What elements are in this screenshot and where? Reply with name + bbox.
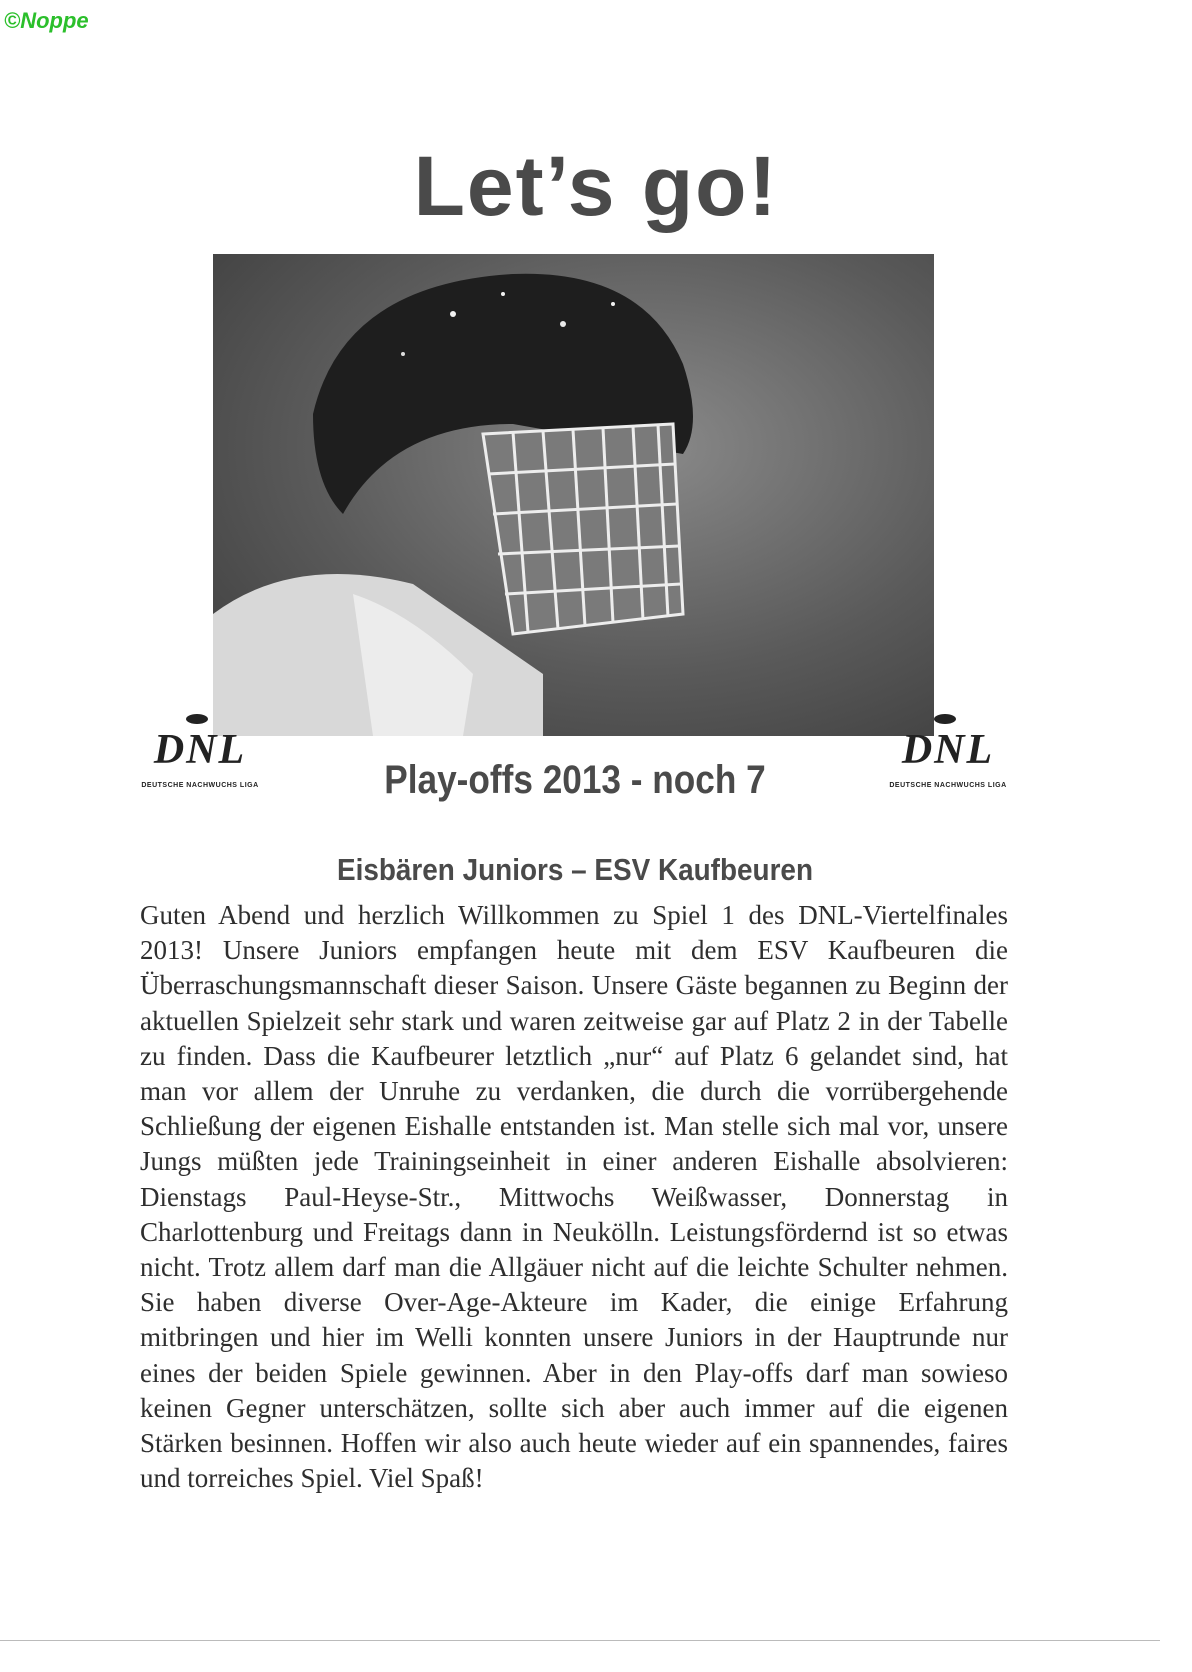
puck-icon bbox=[186, 714, 208, 724]
headline: Let’s go! bbox=[413, 139, 779, 233]
puck-icon bbox=[934, 714, 956, 724]
copyright-watermark: ©Noppe bbox=[4, 8, 89, 33]
logo-subtitle: DEUTSCHE NACHWUCHS LIGA bbox=[889, 782, 1007, 789]
hockey-player-photo bbox=[213, 254, 934, 736]
article-body: Guten Abend und herzlich Willkommen zu Spiel 1 des DNL-Viertelfinales 2013! Unsere Juniors empfangen heute mit dem ESV Kaufbeuren die Überraschungsmannschaft dieser Saison. Unsere Gäste begannen zu Beginn der aktuellen Spielzeit sehr stark und waren zeitweise gar auf Platz 2 in der Tabelle zu finden. Dass die Kaufbeurer letztlich „nur“ auf Platz 6 gelandet sind, hat man vor allem der Unruhe zu verdanken, die durch die vorrübergehende Schließung der eigenen Eishalle entstanden ist. Man stelle sich mal vor, unsere Jungs müßten jede Trainingseinheit in einer anderen Eishalle absolvieren: Dienstags Paul-Heyse-Str., Mittwochs Weißwasser, Donnerstag in Charlottenburg und Freitags dann in Neukölln. Leistungsfördernd ist so etwas nicht. Trotz allem darf man die Allgäuer nicht auf die leichte Schulter nehmen. Sie haben diverse Over-Age-Akteure im Kader, die einige Erfahrung mitbringen und hier im Welli konnten unsere Juniors in der Hauptrunde nur eines der beiden Spiele gewinnen. Aber in den Play-offs darf man sowieso keinen Gegner unterschätzen, sollte sich aber auch immer auf die eigenen Stärken besinnen. Hoffen wir also auch heute wieder auf ein spannendes, faires und torreiches Spiel. Viel Spaß! bbox=[140, 900, 1008, 1494]
dnl-logo-left bbox=[120, 712, 280, 802]
page-edge-line bbox=[0, 1640, 1160, 1641]
logo-subtitle: DEUTSCHE NACHWUCHS LIGA bbox=[141, 782, 259, 789]
logo-letters: DNL bbox=[153, 727, 247, 773]
dnl-logo-right bbox=[868, 712, 1028, 802]
matchup-title: Eisbären Juniors – ESV Kaufbeuren bbox=[336, 852, 813, 887]
playoff-subheading: Play-offs 2013 - noch 7 bbox=[384, 758, 766, 802]
logo-letters: DNL bbox=[901, 727, 995, 773]
